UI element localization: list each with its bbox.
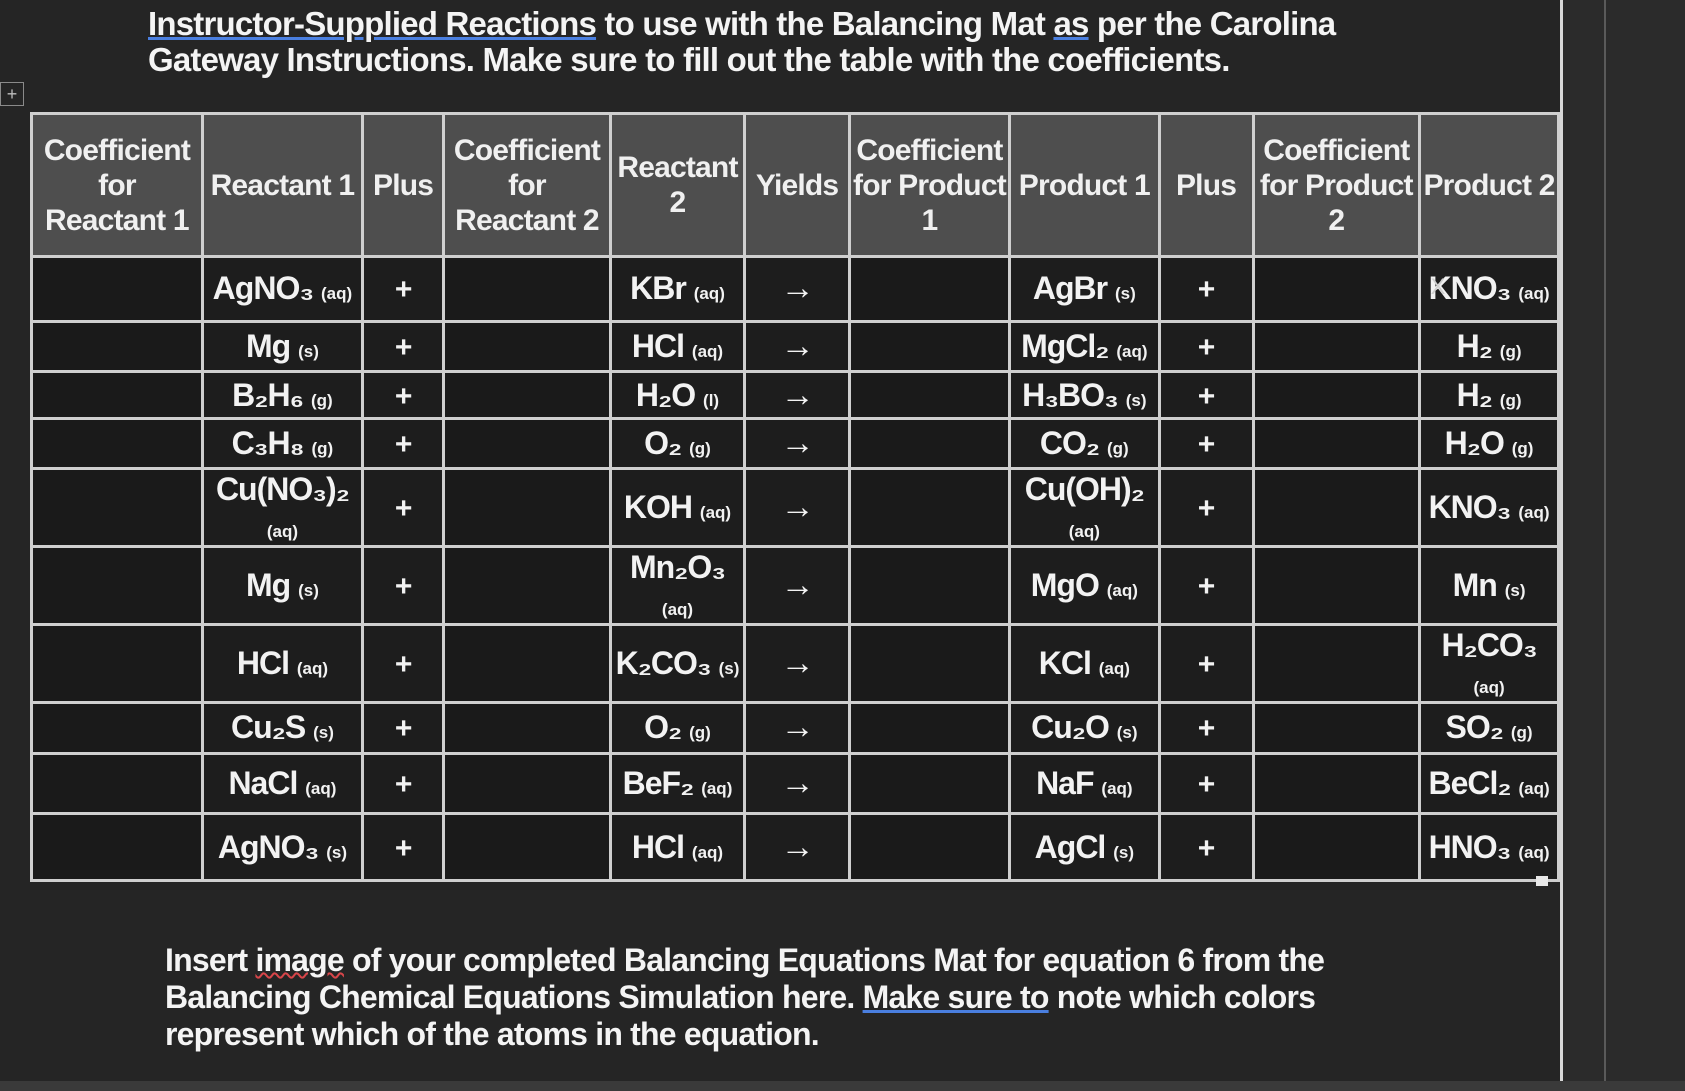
header-coef-reactant-2: Coefficient for Reactant 2 xyxy=(444,114,611,257)
product-2-cell-formula: KNO₃ xyxy=(1428,489,1511,526)
product-1-cell xyxy=(1010,753,1159,814)
reactant-2-cell-state: (l) xyxy=(703,390,720,410)
coef-reactant-2-cell[interactable] xyxy=(444,418,611,469)
product-2-cell-state: (g) xyxy=(1499,342,1522,361)
header-coef-product-1: Coefficient for Product 1 xyxy=(849,114,1009,257)
plus-cell-symbol: + xyxy=(394,570,412,604)
plus-cell xyxy=(363,753,444,814)
reactant-2-cell xyxy=(610,321,745,372)
coef-product-2-cell[interactable] xyxy=(1253,753,1420,814)
reactant-1-cell-formula: C₃H₈ xyxy=(231,425,304,462)
yields-arrow-cell-symbol: → xyxy=(780,644,814,682)
coef-reactant-1-cell[interactable] xyxy=(32,321,203,372)
reactant-2-cell-formula: O₂ xyxy=(644,425,682,462)
yields-arrow-cell-symbol: → xyxy=(780,488,814,527)
plus-cell-symbol: + xyxy=(394,331,412,364)
product-1-cell-formula: MgCl₂ xyxy=(1021,328,1109,364)
product-2-cell-state: (aq) xyxy=(1518,503,1550,523)
footer-instructions xyxy=(165,942,1345,1053)
heading-part-1: Instructor-Supplied Reactions xyxy=(148,5,597,42)
reactant-1-cell-state: (s) xyxy=(326,842,347,862)
reactant-1-cell xyxy=(202,814,362,881)
reactant-1-cell-state: (aq) xyxy=(305,778,337,798)
plus-cell xyxy=(1159,469,1253,547)
product-1-cell xyxy=(1010,321,1159,372)
coef-reactant-1-cell[interactable] xyxy=(32,753,203,814)
coef-product-2-cell[interactable] xyxy=(1253,321,1420,372)
table-row xyxy=(32,814,1559,881)
footer-part-1: Insert xyxy=(165,942,256,978)
plus-cell-symbol: + xyxy=(394,379,412,413)
product-1-cell-state: (s) xyxy=(1125,390,1147,410)
coef-product-2-cell[interactable] xyxy=(1253,547,1420,625)
product-2-cell xyxy=(1420,625,1559,703)
coef-product-2-cell[interactable] xyxy=(1253,469,1420,547)
table-row xyxy=(32,625,1559,703)
reactant-2-cell-formula: KBr xyxy=(630,270,686,307)
header-coef-product-2: Coefficient for Product 2 xyxy=(1253,114,1420,257)
product-2-cell xyxy=(1420,469,1559,547)
product-2-cell-formula: KNO₃ X xyxy=(1429,270,1511,306)
coef-reactant-1-cell[interactable] xyxy=(32,372,203,419)
header-reactant-2: Reactant 2 xyxy=(610,114,745,257)
plus-cell-symbol: + xyxy=(394,831,412,865)
plus-cell-symbol: + xyxy=(394,648,412,681)
yields-arrow-cell-symbol: → xyxy=(780,269,814,308)
reactant-1-cell-formula: AgNO₃ xyxy=(212,270,314,307)
reactant-2-cell-formula: BeF₂ xyxy=(622,764,694,801)
reactant-2-cell-state: (aq) xyxy=(691,842,724,862)
plus-cell-symbol: + xyxy=(1197,428,1215,462)
reactant-1-cell xyxy=(202,469,362,547)
coef-reactant-1-cell[interactable] xyxy=(32,257,203,322)
reactant-2-cell-state: (g) xyxy=(689,439,711,459)
table-row xyxy=(32,321,1559,372)
product-2-cell-formula: H₂ xyxy=(1456,376,1492,413)
reactant-2-cell-state: (aq) xyxy=(661,599,694,619)
plus-cell xyxy=(363,625,444,703)
yields-arrow-cell-symbol: → xyxy=(780,763,814,802)
product-1-cell-formula: Cu(OH)₂ xyxy=(1024,470,1144,507)
header-coef-reactant-1: Coefficient for Reactant 1 xyxy=(32,114,203,257)
plus-cell xyxy=(1159,547,1253,625)
plus-cell-symbol: + xyxy=(394,492,412,526)
plus-cell-symbol: + xyxy=(1197,379,1215,413)
coef-product-1-cell[interactable] xyxy=(849,469,1009,547)
plus-cell xyxy=(363,257,444,322)
product-1-cell-state: (g) xyxy=(1107,439,1129,459)
reactant-1-cell xyxy=(202,372,362,419)
product-2-cell-state: (aq) xyxy=(1518,284,1550,304)
plus-cell xyxy=(363,469,444,547)
coef-product-2-cell[interactable] xyxy=(1253,625,1420,703)
product-2-cell-formula: Mn xyxy=(1452,567,1497,604)
product-2-cell-formula: H₂O xyxy=(1444,425,1504,462)
plus-cell-symbol: + xyxy=(394,767,412,801)
reactant-1-cell-formula: B₂H₆ xyxy=(232,376,304,413)
reactant-2-cell-state: (s) xyxy=(718,659,740,678)
product-2-cell-formula: H₂ xyxy=(1456,328,1492,364)
coef-reactant-2-cell[interactable] xyxy=(444,547,611,625)
product-2-cell-state: (g) xyxy=(1499,390,1522,410)
plus-cell xyxy=(363,418,444,469)
coef-reactant-2-cell[interactable] xyxy=(444,702,611,753)
coef-reactant-2-cell[interactable] xyxy=(444,257,611,322)
reactant-2-cell xyxy=(610,625,745,703)
table-resize-handle[interactable] xyxy=(1536,876,1548,886)
plus-cell xyxy=(363,547,444,625)
product-2-cell-state: (aq) xyxy=(1518,778,1550,798)
page-edge-line xyxy=(1604,0,1606,1091)
product-1-cell-formula: AgCl xyxy=(1034,828,1106,865)
yields-arrow-cell-symbol: → xyxy=(780,375,814,414)
coef-product-1-cell[interactable] xyxy=(849,547,1009,625)
coef-product-1-cell[interactable] xyxy=(849,814,1009,881)
heading-part-3: as xyxy=(1053,5,1089,42)
yields-arrow-cell-symbol: → xyxy=(780,708,814,747)
yields-arrow-cell xyxy=(745,469,850,547)
plus-cell-symbol: + xyxy=(1197,331,1215,364)
reactant-2-cell-formula: O₂ xyxy=(644,709,682,746)
table-row xyxy=(32,753,1559,814)
product-1-cell-state: (s) xyxy=(1113,842,1134,862)
reactant-1-cell-state: (aq) xyxy=(296,659,329,678)
coef-reactant-1-cell[interactable] xyxy=(32,418,203,469)
plus-cell xyxy=(1159,814,1253,881)
plus-cell-symbol: + xyxy=(1197,831,1215,865)
heading-part-2: to use with the Balancing Mat xyxy=(596,5,1054,42)
footer-part-5: note which colors represent which of the atoms in the equation. xyxy=(165,979,1316,1052)
plus-cell xyxy=(363,814,444,881)
product-1-cell-formula: AgBr xyxy=(1032,270,1108,307)
coef-product-2-cell[interactable] xyxy=(1253,372,1420,419)
reactant-2-cell-state: (aq) xyxy=(693,284,725,304)
product-1-cell xyxy=(1010,547,1159,625)
reactant-2-cell xyxy=(610,469,745,547)
reactant-1-cell-formula: Mg xyxy=(245,328,291,364)
product-1-cell-formula: Cu₂O xyxy=(1031,709,1109,746)
product-2-cell-formula: SO₂ xyxy=(1445,709,1503,746)
plus-cell xyxy=(1159,372,1253,419)
coef-reactant-2-cell[interactable] xyxy=(444,321,611,372)
product-2-cell-state: (g) xyxy=(1511,439,1534,459)
product-1-cell xyxy=(1010,625,1159,703)
coef-reactant-1-cell[interactable] xyxy=(32,814,203,881)
product-1-cell-state: (aq) xyxy=(1106,581,1138,601)
product-2-cell-state: (aq) xyxy=(1518,842,1550,862)
plus-cell-symbol: + xyxy=(394,428,412,462)
reactant-2-cell xyxy=(610,372,745,419)
coef-reactant-1-cell[interactable] xyxy=(32,625,203,703)
yields-arrow-cell xyxy=(745,814,850,881)
product-1-cell xyxy=(1010,418,1159,469)
coef-reactant-2-cell[interactable] xyxy=(444,753,611,814)
header-reactant-1: Reactant 1 xyxy=(202,114,362,257)
reactant-1-cell xyxy=(202,547,362,625)
reactant-2-cell xyxy=(610,547,745,625)
product-1-cell-formula: NaF xyxy=(1036,764,1094,801)
yields-arrow-cell-symbol: → xyxy=(780,566,814,605)
reactant-2-cell-formula: K₂CO₃ xyxy=(615,645,711,681)
product-1-cell-formula: KCl xyxy=(1038,645,1091,681)
footer-part-3: of your completed Balancing Equations Mat for equation 6 from the Balancing Chemical Equations Simulation here. xyxy=(165,942,1325,1015)
product-1-cell xyxy=(1010,814,1159,881)
plus-cell xyxy=(363,702,444,753)
yields-arrow-cell xyxy=(745,753,850,814)
coef-product-1-cell[interactable] xyxy=(849,625,1009,703)
plus-cell xyxy=(1159,257,1253,322)
reactant-2-cell-formula: KOH xyxy=(623,489,693,526)
product-2-cell-state: (g) xyxy=(1510,723,1533,743)
product-1-cell-state: (aq) xyxy=(1068,521,1100,541)
coef-product-2-cell[interactable] xyxy=(1253,257,1420,322)
product-2-cell xyxy=(1420,418,1559,469)
reactant-2-cell-state: (aq) xyxy=(699,503,732,523)
reactant-2-cell xyxy=(610,418,745,469)
product-2-cell xyxy=(1420,702,1559,753)
yields-arrow-cell xyxy=(745,547,850,625)
product-1-cell xyxy=(1010,257,1159,322)
reactant-2-cell xyxy=(610,753,745,814)
product-2-cell-formula: H₂CO₃ xyxy=(1441,626,1537,663)
coef-reactant-2-cell[interactable] xyxy=(444,469,611,547)
footer-part-2: image xyxy=(255,942,344,978)
plus-cell-symbol: + xyxy=(1197,712,1215,746)
table-row xyxy=(32,257,1559,322)
reactant-2-cell-formula: Mn₂O₃ xyxy=(629,548,726,585)
reactant-1-cell-state: (aq) xyxy=(321,284,353,304)
reactant-1-cell xyxy=(202,418,362,469)
plus-cell xyxy=(1159,625,1253,703)
coef-reactant-1-cell[interactable] xyxy=(32,702,203,753)
coef-reactant-2-cell[interactable] xyxy=(444,814,611,881)
plus-cell-symbol: + xyxy=(394,712,412,746)
coef-product-1-cell[interactable] xyxy=(849,257,1009,322)
reactant-1-cell-formula: Cu₂S xyxy=(230,709,306,746)
coef-product-2-cell[interactable] xyxy=(1253,702,1420,753)
reactions-table xyxy=(30,112,1560,882)
reactant-2-cell-state: (g) xyxy=(689,723,711,743)
product-1-cell-state: (aq) xyxy=(1098,659,1130,678)
plus-cell xyxy=(1159,702,1253,753)
reactant-2-cell-formula: HCl xyxy=(631,328,685,364)
table-move-handle-icon[interactable]: + xyxy=(0,82,24,106)
product-1-cell-formula: CO₂ xyxy=(1039,425,1100,462)
reactant-1-cell-state: (g) xyxy=(311,390,333,410)
yields-arrow-cell-symbol: → xyxy=(780,827,814,866)
heading-part-4: per the Carolina Gateway Instructions. Make sure to fill out the table with the coefficients. xyxy=(148,5,1336,78)
yields-arrow-cell xyxy=(745,372,850,419)
coef-product-2-cell[interactable] xyxy=(1253,814,1420,881)
product-2-cell xyxy=(1420,372,1559,419)
plus-cell-symbol: + xyxy=(1197,492,1215,526)
product-2-cell-formula: BeCl₂ xyxy=(1428,764,1511,801)
reactant-1-cell-state: (s) xyxy=(313,723,334,743)
reactant-1-cell-formula: Cu(NO₃)₂ xyxy=(215,470,349,507)
plus-cell-symbol: + xyxy=(1197,570,1215,604)
reactant-1-cell xyxy=(202,257,362,322)
plus-cell-symbol: + xyxy=(394,273,412,307)
plus-cell-symbol: + xyxy=(1197,767,1215,801)
product-2-cell-state: (aq) xyxy=(1473,677,1505,697)
product-1-cell-formula: H₃BO₃ xyxy=(1022,376,1118,413)
coef-product-2-cell[interactable] xyxy=(1253,418,1420,469)
product-1-cell-formula: MgO xyxy=(1030,567,1099,604)
reactant-1-cell-formula: Mg xyxy=(245,567,291,604)
reactant-2-cell xyxy=(610,814,745,881)
reactant-1-cell-state: (s) xyxy=(298,581,319,601)
reactant-1-cell xyxy=(202,321,362,372)
header-plus-2: Plus xyxy=(1159,114,1253,257)
product-2-cell-formula: HNO₃ xyxy=(1428,828,1511,865)
reactant-1-cell-state: (g) xyxy=(311,439,334,459)
product-1-cell xyxy=(1010,469,1159,547)
plus-cell-symbol: + xyxy=(1197,273,1215,307)
instructions-heading xyxy=(148,6,1378,78)
plus-cell xyxy=(363,372,444,419)
coef-reactant-2-cell[interactable] xyxy=(444,625,611,703)
reactant-1-cell-formula: NaCl xyxy=(228,764,298,801)
reactant-1-cell-formula: AgNO₃ xyxy=(217,828,319,865)
yields-arrow-cell xyxy=(745,625,850,703)
yields-arrow-cell xyxy=(745,702,850,753)
bottom-bar xyxy=(0,1081,1685,1091)
table-row xyxy=(32,547,1559,625)
coef-reactant-1-cell[interactable] xyxy=(32,469,203,547)
header-product-1: Product 1 xyxy=(1010,114,1159,257)
product-1-cell-state: (aq) xyxy=(1116,342,1148,361)
yields-arrow-cell xyxy=(745,321,850,372)
product-1-cell xyxy=(1010,702,1159,753)
yields-arrow-cell-symbol: → xyxy=(780,424,814,463)
reactant-2-cell-state: (aq) xyxy=(701,778,733,798)
plus-cell xyxy=(1159,418,1253,469)
plus-cell xyxy=(1159,753,1253,814)
reactant-1-cell xyxy=(202,753,362,814)
table-row xyxy=(32,372,1559,419)
reactant-2-cell xyxy=(610,257,745,322)
product-2-cell xyxy=(1420,257,1559,322)
coef-product-1-cell[interactable] xyxy=(849,418,1009,469)
coef-product-1-cell[interactable] xyxy=(849,702,1009,753)
product-1-cell-state: (s) xyxy=(1116,723,1138,743)
table-row xyxy=(32,469,1559,547)
reactant-2-cell-formula: H₂O xyxy=(635,376,696,413)
coef-reactant-2-cell[interactable] xyxy=(444,372,611,419)
reactant-2-cell-formula: HCl xyxy=(631,828,685,865)
header-product-2: Product 2 xyxy=(1420,114,1559,257)
reactant-1-cell-state: (s) xyxy=(298,342,319,361)
reactant-1-cell-formula: HCl xyxy=(236,645,289,681)
footer-part-4: Make sure to xyxy=(862,979,1049,1015)
header-yields: Yields xyxy=(745,114,850,257)
reactant-1-cell-state: (aq) xyxy=(266,521,299,541)
product-2-cell-state: (s) xyxy=(1504,581,1526,601)
yields-arrow-cell xyxy=(745,418,850,469)
reactant-2-cell-state: (aq) xyxy=(691,342,724,361)
yields-arrow-cell xyxy=(745,257,850,322)
coef-product-1-cell[interactable] xyxy=(849,753,1009,814)
product-2-cell xyxy=(1420,321,1559,372)
product-2-cell xyxy=(1420,547,1559,625)
coef-reactant-1-cell[interactable] xyxy=(32,547,203,625)
coef-product-1-cell[interactable] xyxy=(849,372,1009,419)
plus-cell-symbol: + xyxy=(1197,648,1215,681)
product-2-cell xyxy=(1420,814,1559,881)
table-row xyxy=(32,702,1559,753)
reactant-2-cell xyxy=(610,702,745,753)
product-1-cell-state: (s) xyxy=(1114,284,1136,304)
page-edge xyxy=(1560,0,1685,1091)
product-1-cell-state: (aq) xyxy=(1101,778,1133,798)
reactant-1-cell xyxy=(202,702,362,753)
yields-arrow-cell-symbol: → xyxy=(780,327,814,365)
coef-product-1-cell[interactable] xyxy=(849,321,1009,372)
plus-cell xyxy=(363,321,444,372)
header-plus-1: Plus xyxy=(363,114,444,257)
product-2-cell xyxy=(1420,753,1559,814)
table-row xyxy=(32,418,1559,469)
reactant-1-cell xyxy=(202,625,362,703)
product-1-cell xyxy=(1010,372,1159,419)
plus-cell xyxy=(1159,321,1253,372)
table-header-row xyxy=(32,114,1559,257)
